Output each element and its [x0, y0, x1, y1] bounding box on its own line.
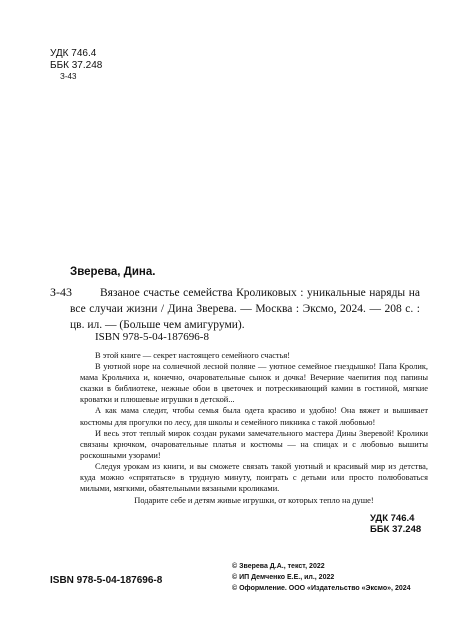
annotation-paragraph: Подарите себе и детям живые игрушки, от которых тепло на душе! [134, 496, 374, 506]
copyright-block [232, 561, 411, 594]
annotation-paragraph: Следуя урокам из книги, и вы сможете связать такой уютный и красивый мир из детства, куда можно «спрятаться» в трудную минуту, поиграть с детьми или просто полюбоваться милыми, мягкими, обаятельными вязаными кроликами. [80, 461, 428, 494]
annotation [80, 350, 428, 506]
annotation-paragraph: И весь этот теплый мирок создан руками замечательного мастера Дины Зверевой! Кролики связаны крючком, очаровательные платья и костюмы — на спицах и с любовью вышиты роскошными узорами! [80, 428, 428, 460]
annotation-paragraph: А как мама следит, чтобы семья была одета красиво и удобно! Она вяжет и вышивает костюмы для прогулки по лесу, для школы и семейного пикника с такой любовью! [80, 406, 428, 427]
bibliographic-description: Вязаное счастье семейства Кроликовых : уникальные наряды на все случаи жизни / Дина Зверева. — Москва : Эксмо, 2024. — 208 с. : цв. ил. — (Больше чем амигуруми). [70, 287, 420, 331]
bbk-code: ББК 37.248 [50, 59, 103, 71]
author-heading: Зверева, Дина. [70, 266, 156, 278]
copyright-line: © Зверева Д.А., текст, 2022 [232, 563, 325, 570]
annotation-paragraph: В этой книге — секрет настоящего семейного счастья! [95, 351, 291, 360]
annotation-paragraph: В уютной норе на солнечной лесной поляне — уютное семейное гнездышко! Папа Кролик, мама Крольчиха и, конечно, очаровательные сынок и дочка! Вечерние чаепития под папины сказки в библиотеке, нежные обои в цветочек и потрескивающий камин в гостиной, мягкие кроватки и плюшевые игрушки в детской... [80, 362, 428, 405]
udk-code: УДК 746.4 [50, 48, 97, 59]
entry-isbn: ISBN 978-5-04-187696-8 [95, 331, 209, 343]
entry-cutter-code: З-43 [50, 285, 73, 299]
copyright-line: © Оформление. ООО «Издательство «Эксмо», 2024 [232, 585, 411, 592]
footer-classification [370, 513, 421, 535]
footer-bbk-code: ББК 37.248 [370, 524, 422, 535]
cutter-code: З-43 [60, 72, 77, 81]
copyright-line: © ИП Демченко Е.Е., ил., 2022 [232, 574, 335, 581]
classification-block [50, 48, 102, 83]
footer-isbn: ISBN 978-5-04-187696-8 [50, 575, 163, 586]
footer-udk-code: УДК 746.4 [370, 513, 415, 524]
